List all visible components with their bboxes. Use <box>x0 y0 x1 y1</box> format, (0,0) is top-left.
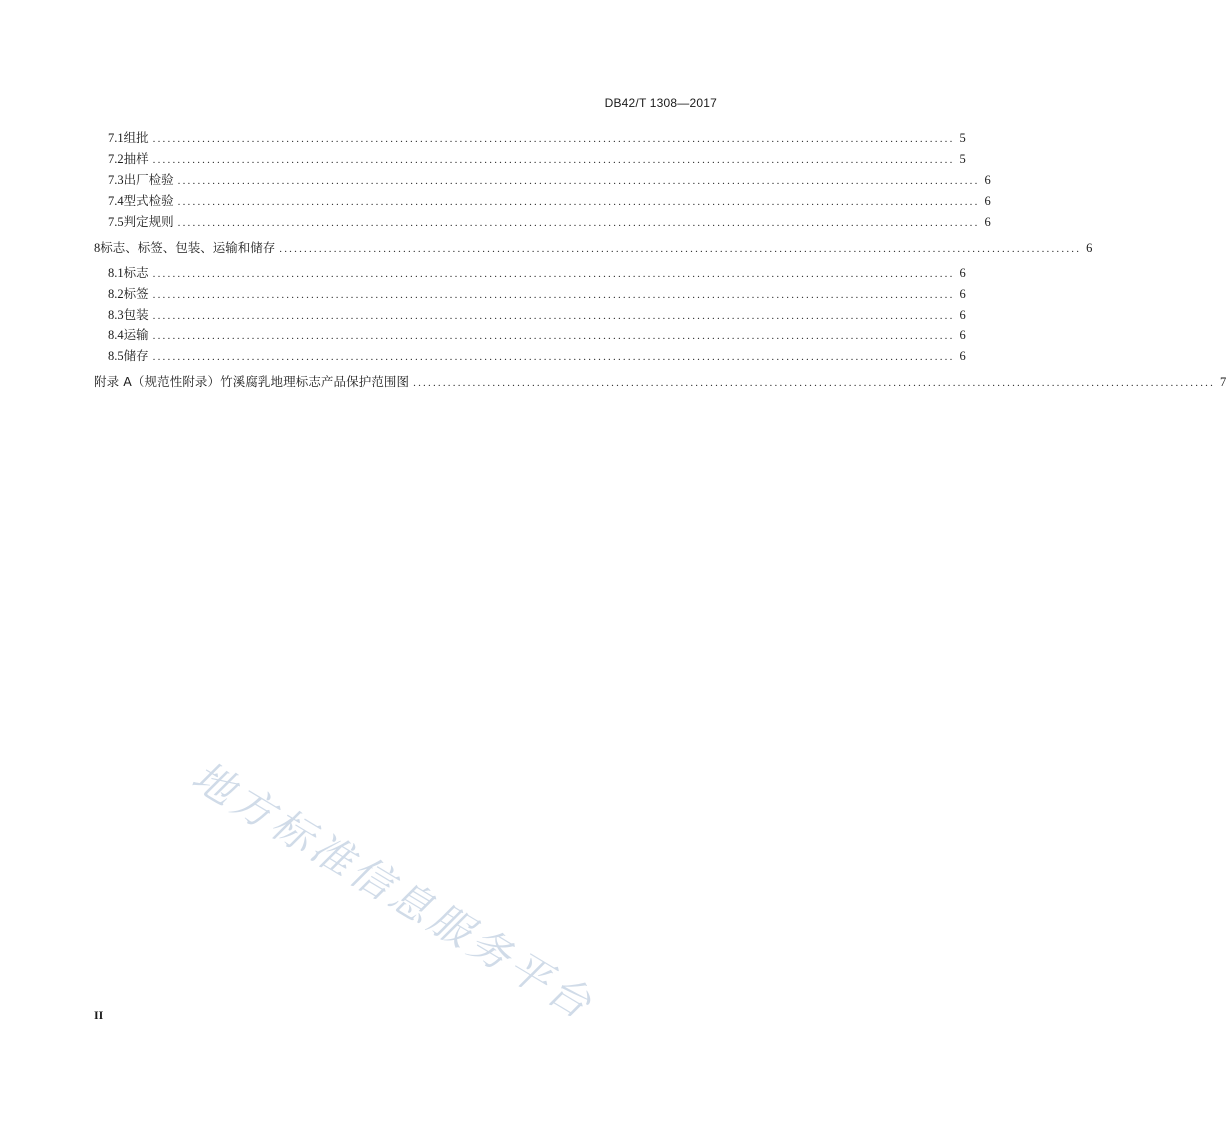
dot-leader: .................................................................................................................................................................. <box>152 310 955 322</box>
toc-entry-8-3[interactable] <box>108 307 966 323</box>
dot-leader: .................................................................................................................................................................. <box>177 196 980 208</box>
toc-entry-8-4[interactable] <box>108 327 966 343</box>
toc-entry-title: 包装 <box>123 307 149 322</box>
appendix-title: 竹溪腐乳地理标志产品保护范围图 <box>220 374 410 389</box>
appendix-label: 附录 A（规范性附录） <box>94 374 221 389</box>
toc-entry-title: 标志、标签、包装、运输和储存 <box>100 240 276 255</box>
toc-entry-number: 8.1 <box>108 266 124 280</box>
toc-entry-page: 6 <box>984 173 991 187</box>
toc-entry-7-5[interactable] <box>108 214 991 230</box>
dot-leader: .................................................................................................................................................................. <box>152 154 955 166</box>
toc-entry-title: 标志 <box>123 265 149 280</box>
toc-entry-8-5[interactable] <box>108 348 966 364</box>
page-number: II <box>94 1008 104 1022</box>
toc-entry-number: 8.5 <box>108 349 124 363</box>
dot-leader: .................................................................................................................................................................. <box>152 133 955 145</box>
toc-entry-title: 抽样 <box>123 151 149 166</box>
dot-leader: .................................................................................................................................................................. <box>177 175 980 187</box>
toc-entry-number: 8.4 <box>108 328 124 342</box>
toc-entry-title: 出厂检验 <box>123 172 174 187</box>
toc-entry-page: 6 <box>959 328 966 342</box>
toc-entry-title: 型式检验 <box>123 193 174 208</box>
toc-entry-appendix-a[interactable] <box>94 374 1226 390</box>
toc-entry-page: 6 <box>984 194 991 208</box>
toc-entry-page: 6 <box>959 349 966 363</box>
toc-entry-title: 判定规则 <box>123 214 174 229</box>
toc-entry-title: 标签 <box>123 286 149 301</box>
dot-leader: .................................................................................................................................................................. <box>279 243 1082 255</box>
watermark: 地方标准信息服务平台 <box>183 751 603 1030</box>
toc-entry-page: 6 <box>959 266 966 280</box>
toc-entry-7-3[interactable] <box>108 172 991 188</box>
dot-leader: .................................................................................................................................................................. <box>152 330 955 342</box>
toc-entry-number: 8 <box>94 241 101 255</box>
toc-entry-8[interactable] <box>94 240 1093 256</box>
document-code: DB42/T 1308—2017 <box>604 96 717 110</box>
toc-entry-page: 6 <box>984 215 991 229</box>
toc-entry-7-4[interactable] <box>108 193 991 209</box>
toc-entry-title: 储存 <box>123 348 149 363</box>
dot-leader: .................................................................................................................................................................. <box>152 351 955 363</box>
toc-entry-8-2[interactable] <box>108 286 966 302</box>
toc-entry-title: 组批 <box>123 130 149 145</box>
toc-entry-page: 5 <box>959 152 966 166</box>
dot-leader: .................................................................................................................................................................. <box>177 217 980 229</box>
toc-entry-number: 7.5 <box>108 215 124 229</box>
toc-entry-7-2[interactable] <box>108 151 966 167</box>
toc-entry-number: 7.2 <box>108 152 124 166</box>
toc-entry-page: 6 <box>1086 241 1093 255</box>
toc-entry-page: 5 <box>959 131 966 145</box>
toc-entry-8-1[interactable] <box>108 265 966 281</box>
dot-leader: .................................................................................................................................................................. <box>152 268 955 280</box>
toc-entry-number: 7.1 <box>108 131 124 145</box>
dot-leader: .................................................................................................................................................................. <box>152 289 955 301</box>
toc-entry-number: 7.4 <box>108 194 124 208</box>
dot-leader: .................................................................................................................................................................. <box>413 377 1216 389</box>
toc-entry-number: 8.3 <box>108 308 124 322</box>
toc-entry-page: 6 <box>959 308 966 322</box>
toc-entry-title: 运输 <box>123 327 149 342</box>
toc-entry-number: 8.2 <box>108 287 124 301</box>
toc-entry-page: 6 <box>959 287 966 301</box>
toc-entry-7-1[interactable] <box>108 130 966 146</box>
toc-entry-number: 7.3 <box>108 173 124 187</box>
toc-entry-page: 7 <box>1220 375 1226 389</box>
